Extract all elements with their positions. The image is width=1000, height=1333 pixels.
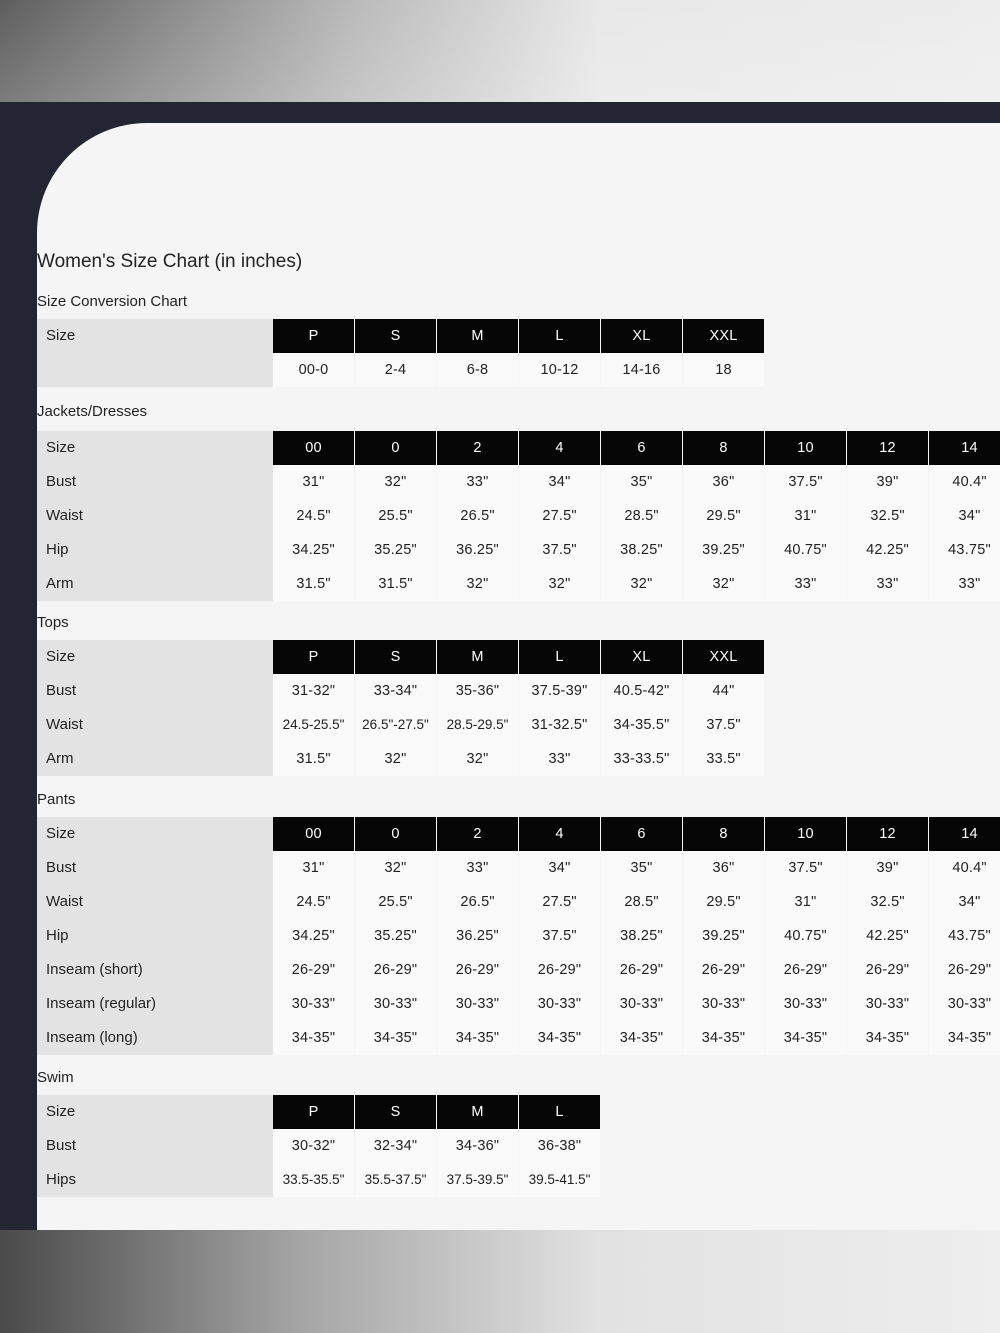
table-cell: 34-35" [847,1021,928,1055]
size-header-cell: M [437,319,518,353]
table-cell: 30-33" [765,987,846,1021]
table-cell: 30-33" [847,987,928,1021]
row-label: Size [46,1103,76,1120]
table-cell: 30-33" [519,987,600,1021]
table-cell: 30-33" [355,987,436,1021]
table-cell: 31.5" [273,567,354,601]
table-cell: 40.75" [765,533,846,567]
table-cell: 31-32.5" [519,708,600,742]
size-table [37,1095,1000,1197]
size-header-cell: S [355,319,436,353]
table-cell: 28.5" [601,885,682,919]
size-table [37,431,1000,601]
table-cell: 30-32" [273,1129,354,1163]
size-header-cell: 10 [765,431,846,465]
table-cell: 31.5" [273,742,354,776]
table-cell: 32" [601,567,682,601]
table-cell: 34-35" [519,1021,600,1055]
table-cell: 26-29" [847,953,928,987]
table-cell: 27.5" [519,885,600,919]
row-label: Size [46,439,76,456]
table-cell: 37.5-39.5" [437,1163,518,1197]
size-header-cell: 0 [355,817,436,851]
table-cell: 35" [601,465,682,499]
row-label: Inseam (regular) [46,995,157,1012]
size-header-cell: 2 [437,431,518,465]
table-cell: 33" [765,567,846,601]
table-cell: 37.5" [519,533,600,567]
table-cell: 30-33" [601,987,682,1021]
table-cell: 32" [437,567,518,601]
table-cell: 32" [437,742,518,776]
row-label: Size [46,825,76,842]
size-header-cell: L [519,1095,600,1129]
size-header-cell: 8 [683,817,764,851]
size-header-cell: P [273,319,354,353]
table-cell: 40.4" [929,465,1000,499]
table-cell: 33" [437,851,518,885]
table-cell: 32-34" [355,1129,436,1163]
table-cell: 36.25" [437,533,518,567]
row-label: Size [46,648,76,665]
table-cell: 10-12 [519,353,600,387]
table-cell: 34-35.5" [601,708,682,742]
table-cell: 30-33" [683,987,764,1021]
table-cell: 26-29" [273,953,354,987]
table-cell: 38.25" [601,919,682,953]
table-cell: 26-29" [355,953,436,987]
table-cell: 27.5" [519,499,600,533]
size-header-cell: M [437,640,518,674]
row-label: Waist [46,893,83,910]
table-cell: 34" [929,885,1000,919]
row-label: Arm [46,575,74,592]
size-header-cell: 14 [929,431,1000,465]
section-title: Pants [37,791,76,808]
table-cell: 26.5" [437,885,518,919]
table-cell: 00-0 [273,353,354,387]
table-cell: 32" [355,851,436,885]
table-cell: 39.25" [683,533,764,567]
table-cell: 34-35" [437,1021,518,1055]
row-label: Bust [46,473,77,490]
table-cell: 36.25" [437,919,518,953]
size-header-cell: P [273,640,354,674]
size-header-cell: 4 [519,431,600,465]
table-cell: 35-36" [437,674,518,708]
table-cell: 26-29" [519,953,600,987]
size-header-cell: L [519,319,600,353]
table-cell: 40.75" [765,919,846,953]
size-table [37,817,1000,1055]
size-header-cell: 6 [601,817,682,851]
table-cell: 34-35" [929,1021,1000,1055]
size-header-cell: 12 [847,817,928,851]
table-cell: 24.5-25.5" [273,708,354,742]
table-cell: 34-35" [273,1021,354,1055]
table-cell: 39.5-41.5" [519,1163,600,1197]
row-label: Arm [46,750,74,767]
table-cell: 39.25" [683,919,764,953]
table-cell: 44" [683,674,764,708]
table-cell: 43.75" [929,533,1000,567]
table-cell: 35" [601,851,682,885]
table-cell: 26-29" [683,953,764,987]
table-cell: 33-33.5" [601,742,682,776]
table-cell: 35.25" [355,533,436,567]
page-title: Women's Size Chart (in inches) [37,251,303,272]
background-bottom [0,1230,1000,1333]
table-cell: 25.5" [355,499,436,533]
table-cell: 42.25" [847,919,928,953]
table-cell: 32" [355,742,436,776]
table-cell: 34-35" [683,1021,764,1055]
table-cell: 18 [683,353,764,387]
table-cell: 26-29" [601,953,682,987]
table-cell: 34" [519,851,600,885]
size-header-cell: 00 [273,817,354,851]
table-cell: 32" [355,465,436,499]
size-header-cell: 14 [929,817,1000,851]
size-header-cell: 6 [601,431,682,465]
row-label: Hip [46,541,69,558]
table-cell: 24.5" [273,885,354,919]
table-cell: 34-35" [355,1021,436,1055]
size-header-cell: XXL [683,640,764,674]
table-cell: 33" [847,567,928,601]
row-label: Waist [46,507,83,524]
size-table [37,319,1000,387]
size-header-cell: 10 [765,817,846,851]
table-cell: 33" [519,742,600,776]
table-cell: 28.5-29.5" [437,708,518,742]
table-cell: 37.5" [765,851,846,885]
row-label: Bust [46,1137,77,1154]
table-cell: 31-32" [273,674,354,708]
table-cell: 30-33" [437,987,518,1021]
table-cell: 14-16 [601,353,682,387]
size-header-cell: S [355,1095,436,1129]
table-cell: 2-4 [355,353,436,387]
table-cell: 36-38" [519,1129,600,1163]
size-header-cell: 0 [355,431,436,465]
table-cell: 32" [683,567,764,601]
table-cell: 36" [683,465,764,499]
section-title: Jackets/Dresses [37,403,148,420]
size-header-cell: M [437,1095,518,1129]
table-cell: 42.25" [847,533,928,567]
size-header-cell: S [355,640,436,674]
table-cell: 33.5-35.5" [273,1163,354,1197]
table-cell: 34-35" [765,1021,846,1055]
table-cell: 26-29" [765,953,846,987]
table-cell: 39" [847,465,928,499]
size-header-cell: 4 [519,817,600,851]
table-cell: 34" [929,499,1000,533]
table-cell: 34" [519,465,600,499]
size-header-cell: 2 [437,817,518,851]
table-cell: 26.5" [437,499,518,533]
table-cell: 25.5" [355,885,436,919]
table-cell: 37.5-39" [519,674,600,708]
table-cell: 32.5" [847,499,928,533]
table-cell: 43.75" [929,919,1000,953]
table-cell: 37.5" [683,708,764,742]
table-cell: 31" [765,499,846,533]
size-header-cell: 12 [847,431,928,465]
table-cell: 40.4" [929,851,1000,885]
size-header-cell: 00 [273,431,354,465]
size-chart-card [37,123,1000,1230]
table-cell: 34.25" [273,533,354,567]
background-top [0,0,1000,102]
table-cell: 26-29" [929,953,1000,987]
size-header-cell: XL [601,640,682,674]
table-cell: 29.5" [683,885,764,919]
table-cell: 26-29" [437,953,518,987]
table-cell: 33" [929,567,1000,601]
section-title: Tops [37,614,69,631]
table-cell: 33.5" [683,742,764,776]
size-header-cell: L [519,640,600,674]
table-cell: 26.5"-27.5" [355,708,436,742]
table-cell: 33-34" [355,674,436,708]
table-cell: 32.5" [847,885,928,919]
table-cell: 34-35" [601,1021,682,1055]
row-label: Inseam (short) [46,961,143,978]
table-cell: 30-33" [929,987,1000,1021]
table-cell: 34.25" [273,919,354,953]
size-header-cell: XXL [683,319,764,353]
table-cell: 31" [273,465,354,499]
table-cell: 36" [683,851,764,885]
table-cell: 39" [847,851,928,885]
row-label: Hip [46,927,69,944]
table-cell: 28.5" [601,499,682,533]
size-header-cell: P [273,1095,354,1129]
table-cell: 30-33" [273,987,354,1021]
table-cell: 37.5" [765,465,846,499]
table-cell: 31" [765,885,846,919]
table-cell: 6-8 [437,353,518,387]
row-label: Hips [46,1171,77,1188]
row-label: Inseam (long) [46,1029,138,1046]
row-label: Waist [46,716,83,733]
table-cell: 33" [437,465,518,499]
table-cell: 32" [519,567,600,601]
table-cell: 37.5" [519,919,600,953]
size-header-cell: 8 [683,431,764,465]
size-header-cell: XL [601,319,682,353]
row-label: Bust [46,859,77,876]
table-cell: 40.5-42" [601,674,682,708]
table-cell: 35.5-37.5" [355,1163,436,1197]
section-title: Size Conversion Chart [37,293,188,310]
table-cell: 34-36" [437,1129,518,1163]
row-label: Size [46,327,76,344]
section-title: Swim [37,1069,74,1086]
table-cell: 35.25" [355,919,436,953]
table-cell: 31" [273,851,354,885]
table-cell: 31.5" [355,567,436,601]
table-cell: 24.5" [273,499,354,533]
table-cell: 38.25" [601,533,682,567]
size-table [37,640,1000,776]
table-cell: 29.5" [683,499,764,533]
row-label: Bust [46,682,77,699]
